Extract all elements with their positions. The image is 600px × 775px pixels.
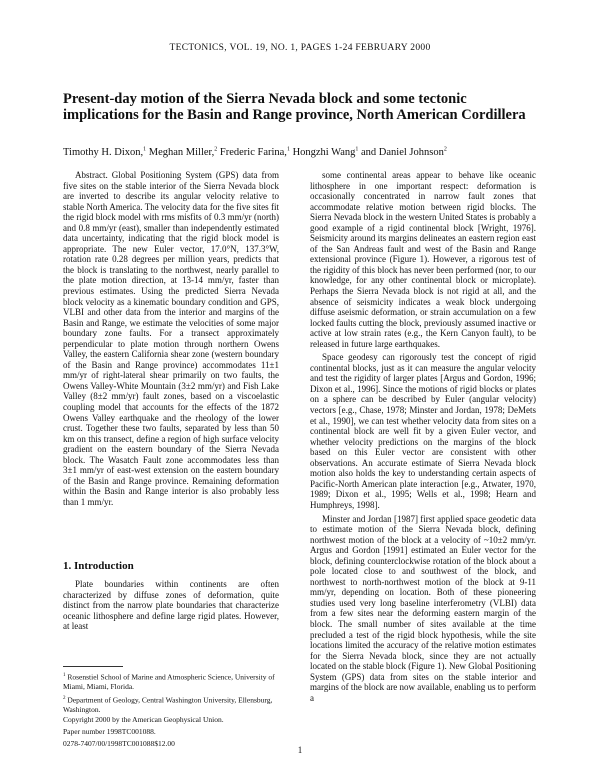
body-paragraph: Minster and Jordan [1987] first applied space geodetic data to estimate motion of the Sierra Nevada block, defining northwest motion of the block at a velocity of ~10±2 mm/yr. Argus and Gordon [1991] estimated an Euler vector for the block, defining counterclockwise rotation of the block about a pole located close to and southwest of the block, and northwest to north-northwest motion of the block at 9-11 mm/yr, depending on location. Both of these pioneering studies used very long baseline interferometry (VLBI) data from a few sites near the deforming eastern margin of the block. The small number of sites available at the time precluded a test of the rigid block hypothesis, while the site locations limited the accuracy of the relative motion estimates for the Sierra Nevada block, since they are not actually located on the stable block (Figure 1). New Global Positioning System (GPS) data from sites on the stable interior and margins of the block are now available, enabling us to perform a [310,513,537,703]
paper-number: Paper number 1998TC001088. [63,727,156,736]
author-list [63,147,543,158]
footnote-text: Department of Geology, Central Washington University, Ellensburg, Washington. [63,695,273,714]
right-column [310,170,536,703]
footnotes [63,671,279,717]
footnote-mark: 2 [63,695,66,701]
footnote [63,694,279,714]
author-affiliation-mark: 2 [214,146,218,153]
intro-paragraph: Plate boundaries within continents are often characterized by diffuse zones of deformation, quite distinct from the narrow plate boundaries that characterize oceanic lithosphere and define large rigid plates. However, at least [63,579,279,632]
section-heading-introduction: 1. Introduction [63,560,134,572]
copyright-notice: Copyright 2000 by the American Geophysical Union. [63,715,224,724]
author-name: Hongzhi Wang [292,147,356,158]
footnote [63,671,279,691]
author-name: Frederic Farina, [219,147,287,158]
author-name: Timothy H. Dixon, [63,147,144,158]
body-paragraph: some continental areas appear to behave like oceanic lithosphere in one important respect: deformation is occasionally concentrated in narrow fault zones that accommodate relative motion between rigid blocks. The Sierra Nevada block in the western United States is probably a good example of a rigid continental block [Wright, 1976]. Seismicity around its margins delineates an eastern region east of the San Andreas fault and west of the Basin and Range extensional province (Figure 1). However, a rigorous test of the rigidity of this block has never been performed (nor, to our knowledge, for any other continental block or microplate). Perhaps the Sierra Nevada block is not rigid at all, and the absence of seismicity indicates a weak block undergoing diffuse aseismic deformation, or strain accumulation on a few locked faults cutting the block, previously assumed inactive or active at low strain rates (e.g., the Kern Canyon fault), to be released in future large earthquakes. [310,170,536,349]
left-column [63,170,279,508]
author-name: Meghan Miller, [148,147,215,158]
footnote-mark: 1 [63,673,66,678]
issn: 0278-7407/00/1998TC001088$12.00 [63,739,175,748]
author-name: and Daniel Johnson [361,147,444,158]
page-number: 1 [297,745,303,755]
body-paragraph: Space geodesy can rigorously test the concept of rigid continental blocks, just as it can measure the angular velocity and test the rigidity of larger plates [Argus and Gordon, 1996; Dixon et al., 1996]. Since the motions of rigid blocks or plates on a sphere can be described by Euler (angular velocity) vectors [e.g., Chase, 1978; Minster and Jordan, 1978; DeMets et al., 1990], we can test whether velocity data from sites on a continental block are well fit by a given Euler vector, and whether velocity predictions on the margins of the block based on this Euler vector are consistent with other observations. An accurate estimate of Sierra Nevada block motion also holds the key to understanding certain aspects of Pacific-North American plate interaction [e.g., Atwater, 1970, 1989; Dixon et al., 1995; Wells et al., 1998; Hearn and Humphreys, 1998]. [310,352,536,510]
running-head: TECTONICS, VOL. 19, NO. 1, PAGES 1-24 FEBRUARY 2000 [169,43,431,53]
paper-title: Present-day motion of the Sierra Nevada block and some tectonic implications for the Basin and Range province, North American Cordillera [63,91,526,123]
footnote-text: Rosenstiel School of Marine and Atmospheric Science, University of Miami, Miami, Florida. [63,672,275,691]
abstract: Abstract. Global Positioning System (GPS) data from five sites on the stable interior of the Sierra Nevada block are inverted to describe its angular velocity relative to stable North America. The velocity data for the five sites fit the rigid block model with rms misfits of 0.3 mm/yr (north) and 0.8 mm/yr (east), smaller than independently estimated data uncertainty, indicating that the rigid block model is appropriate. The new Euler vector, 17.0°N, 137.3°W, rotation rate 0.28 degrees per million years, predicts that the block is translating to the northwest, nearly parallel to the plate motion direction, at 13-14 mm/yr, faster than previous estimates. Using the predicted Sierra Nevada block velocity as a kinematic boundary condition and GPS, VLBI and other data from the interior and margins of the Basin and Range, we estimate the velocities of some major boundary zone faults. For a transect approximately perpendicular to plate motion through northern Owens Valley, the eastern California shear zone (western boundary of the Basin and Range province) accommodates 11±1 mm/yr of right-lateral shear primarily on two faults, the Owens Valley-White Mountain (3±2 mm/yr) and Fish Lake Valley (8±2 mm/yr) fault zones, based on a viscoelastic coupling model that accounts for the effects of the 1872 Owens Valley earthquake and the rheology of the lower crust. Together these two faults, separated by less than 50 km on this transect, define a region of high surface velocity gradient on the eastern boundary of the Sierra Nevada block. The Wasatch Fault zone accommodates less than 3±1 mm/yr of east-west extension on the eastern boundary of the Basin and Range province. Remaining deformation within the Basin and Range interior is also probably less than 1 mm/yr. [63,170,279,507]
author-affiliation-mark: 1 [143,146,147,153]
footnote-divider [63,666,123,667]
author-affiliation-mark: 1 [286,146,290,153]
author-affiliation-mark: 2 [443,146,447,153]
copyright-block [63,715,279,748]
author-affiliation-mark: 1 [355,146,359,153]
